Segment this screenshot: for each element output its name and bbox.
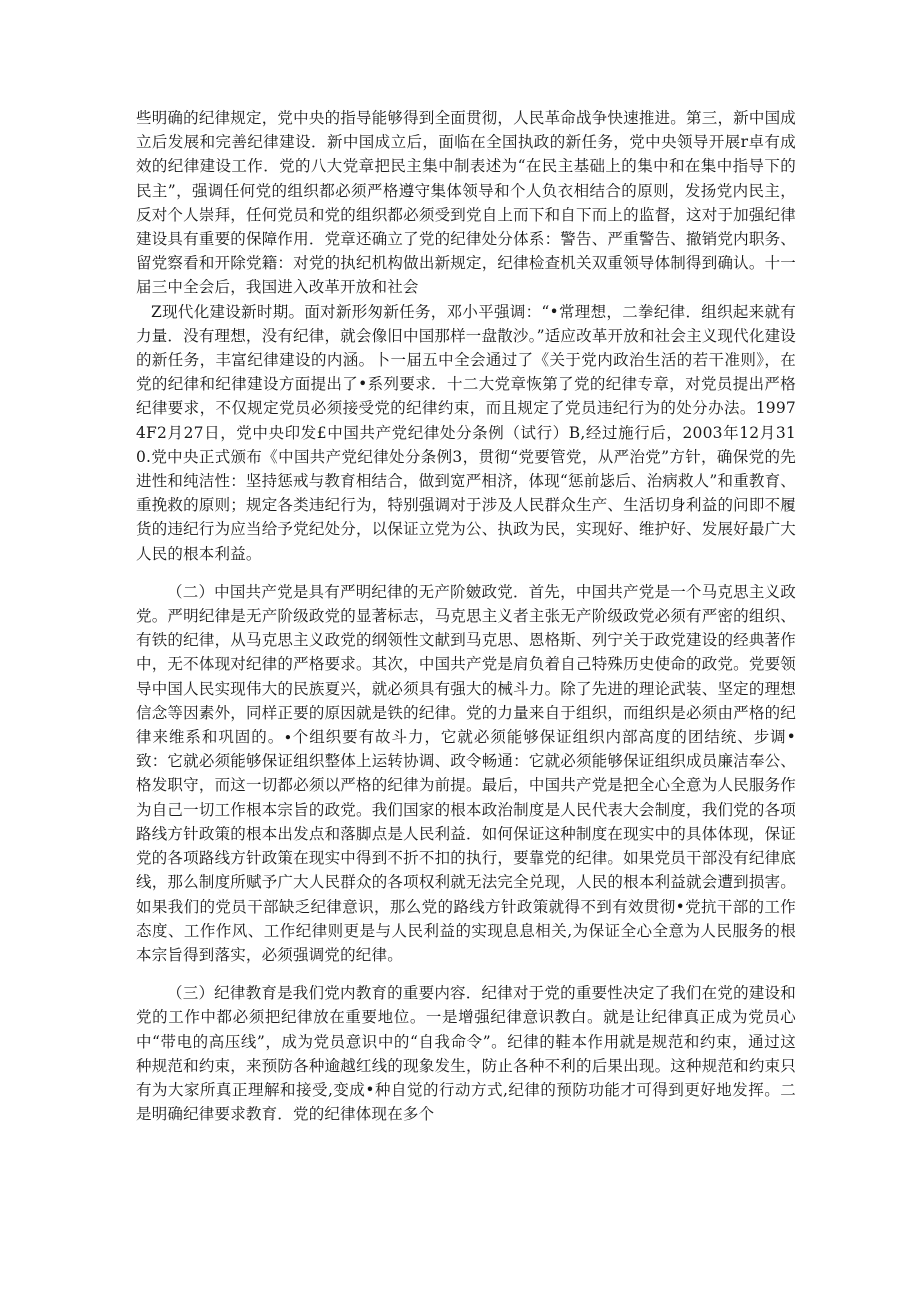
paragraph-1: 些明确的纪律规定，党中央的指导能够得到全面贯彻，人民革命战争快速推进。第三，新中国成立后发展和完善纪律建设．新中国成立后，面临在全国执政的新任务，党中央领导开展r卓有成效的纪律建设工作．党的八大党章把民主集中制表述为“在民主基础上的集中和在集中指导下的民主”，强调任何党的组织都必须严格遵守集体领导和个人负衣相结合的原则，发扬党内民主，反对个人崇拜，任何党员和党的组织都必须受到党自上而下和自下而上的监督，这对于加强纪律建设具有重要的保障作用．党章还确立了党的纪律处分体系：警告、严重警告、撤销党内职务、留党察看和开除党籍：对党的执纪机构做出新规定，纪律检查机关双重领导体制得到确认。十一届三中全会后，我国进入改革开放和社会 xyxy=(136,109,796,297)
document-page xyxy=(136,106,796,1126)
paragraph-3: （二）中国共产党是具有严明纪律的无产阶皴政党．首先，中国共产党是一个马克思主义政党。严明纪律是无产阶级政党的显著标志，马克思主义者主张无产阶级政党必须有严密的组织、有铁的纪律，从马克思主义政党的纲领性文献到马克思、恩格斯、列宁关于政党建设的经典著作中，无不体现对纪律的严格要求。其次，中国共产党是肩负着自己特殊历史使命的政党。党要领导中国人民实现伟大的民族夏兴，就必须具有强大的械斗力。除了先进的理论武装、坚定的理想信念等因素外，同样正要的原因就是铁的纪律。党的力量来自于组织，而组织是必须由严格的纪律来维系和巩固的。∙个组织要有故斗力，它就必须能够保证组织内部高度的团结统、步调•致：它就必须能够保证组织整体上运转协调、政令畅通：它就必须能够保证组织成员廉洁奉公、格发职守，而这一切都必须以严格的纪律为前提。最后，中国共产党是把全心全意为人民服务作为自己一切工作根本宗旨的政党。我们国家的根本政治制度是人民代表大会制度，我们党的各项路线方针政策的根本出发点和落脚点是人民利益．如何保证这种制度在现实中的具体体现，保证党的各项路线方针政策在现实中得到不折不扣的执行，要靠党的纪律。如果党员干部没有纪律底线，那么制度所赋予广大人民群众的各项权利就无法完全兑现，人民的根本利益就会遭到损害。如果我们的党员干部缺乏纪律意识，那么党的路线方针政策就得不到有效贯彻•党抗干部的工作态度、工作作风、工作纪律则更是与人民利益的实现息息相关,为保证全心全意为人民服务的根本宗旨得到落实，必须强调党的纪律。 xyxy=(136,582,796,964)
paragraph-4: （三）纪律教育是我们党内教育的重要内容．纪律对于党的重要性决定了我们在党的建设和党的工作中都必须把纪律放在重要地位。一是增强纪律意识教白。就是让纪律真正成为党员心中“带电的高压线”，成为党员意识中的“自我命令”。纪律的鞋本作用就是规范和约束，通过这种规范和约束，来预防各种逾越红线的现象发生，防止各种不利的后果出现。这种规范和约束只有为大家所真正理解和接受,变成•种自觉的行动方式,纪律的预防功能才可得到更好地发挥。二是明确纪律要求教育．党的纪律体现在多个 xyxy=(136,984,796,1124)
paragraph-2: Z现代化建设新时期。面对新形匆新任务，邓小平强调：“•常理想，二拳纪律．组织起来就有力量．没有理想，没有纪律，就会像旧中国那样一盘散沙。”适应改革开放和社会主义现代化建设的新任务，丰富纪律建设的内涵。卜一届五中全会通过了《关于党内政治生活的若干准则》，在党的纪律和纪律建设方面提出了•系列要求．十二大党章恢第了党的纪律专章，对党员提出严格纪律要求，不仅规定党员必须接受党的纪律约束，而且规定了党员违纪行为的处分办法。19974F2月27日，党中央印发£中国共产党纪律处分条例（试行）B,经过施行后，2003年12月310.党中央正式颁布《中国共产党纪律处分条例3，贯彻“党要管党，从严治党”方针，确保党的先进性和纯洁性：坚持惩戒与教育相结合，做到宽严相济，体现“惩前毖后、治病救人”和重教育、重挽救的原则；规定各类违纪行为，特别强调对于涉及人民群众生产、生活切身利益的问即不履货的违纪行为应当给予党纪处分，以保证立党为公、执政为民，实现好、维护好、发展好最广大人民的根本利益。 xyxy=(136,302,796,563)
